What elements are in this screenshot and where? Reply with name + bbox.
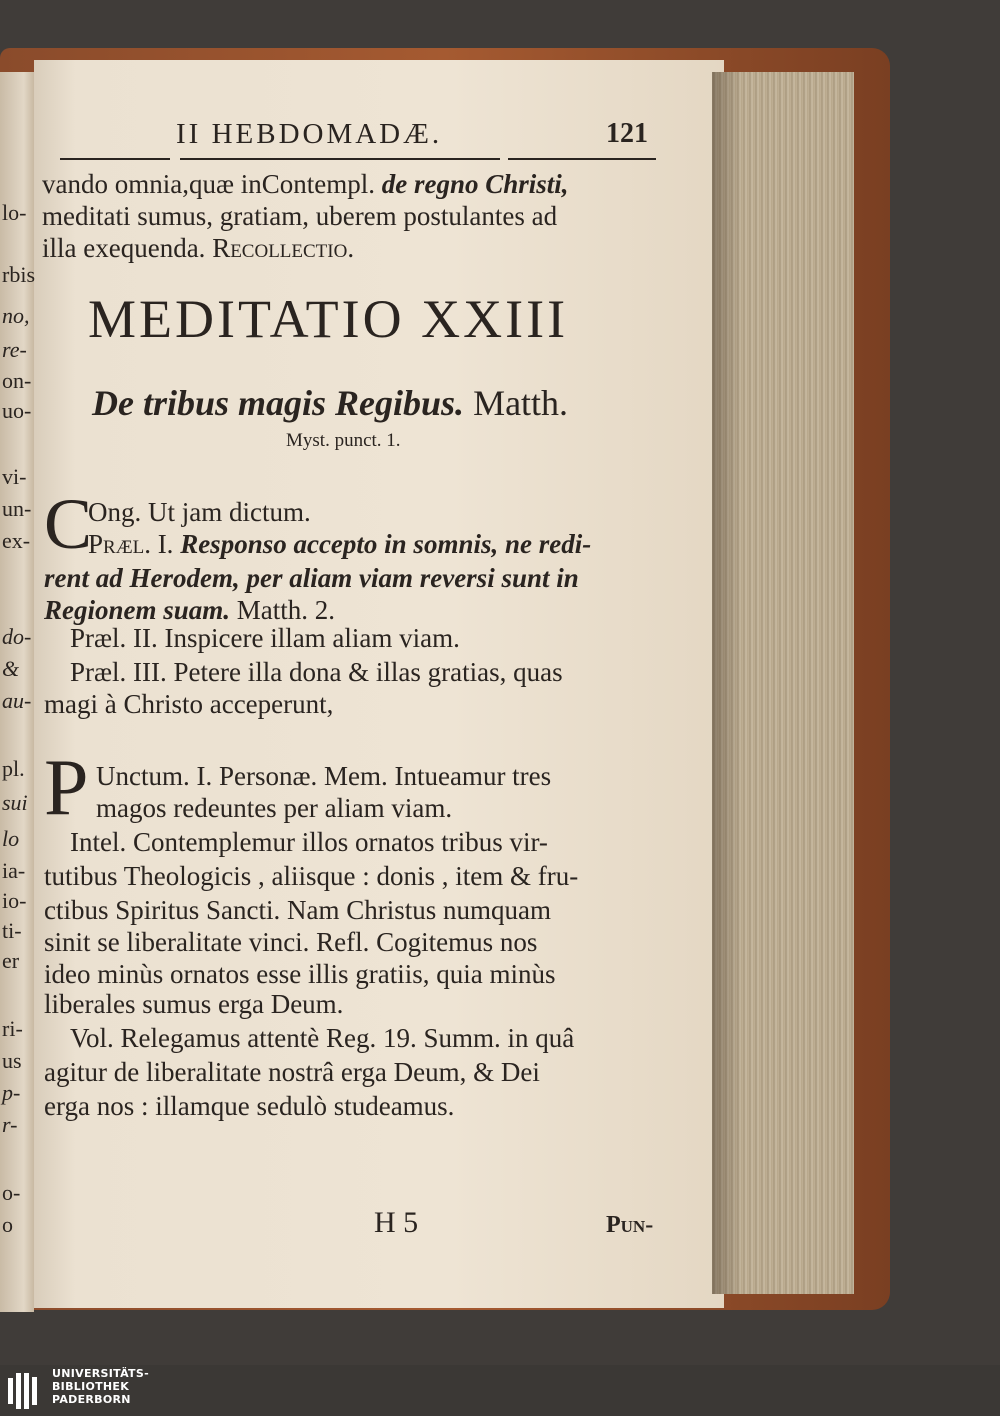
praeludium-line: Præl. II. Inspicere illam aliam viam.: [70, 623, 460, 653]
meditation-reference: Myst. punct. 1.: [286, 430, 401, 451]
margin-fragment: io-: [2, 888, 27, 913]
margin-fragment: ri-: [2, 1016, 23, 1041]
punctum-line: Vol. Relegamus attentè Reg. 19. Summ. in quâ: [70, 1023, 575, 1053]
drop-cap: P: [44, 744, 89, 832]
margin-fragment: ti-: [2, 918, 22, 943]
library-label-line: BIBLIOTHEK: [52, 1380, 130, 1393]
margin-fragment: un-: [2, 496, 32, 521]
margin-fragment: ia-: [2, 858, 26, 883]
punctum-line: ctibus Spiritus Sancti. Nam Christus numquam: [44, 895, 551, 925]
margin-fragment: re-: [2, 337, 27, 362]
punctum-line: Intel. Contemplemur illos ornatos tribus vir-: [70, 827, 548, 857]
praeludium-line: Præl. III. Petere illa dona & illas gratias, quas: [70, 657, 563, 687]
margin-fragment: &: [2, 656, 20, 681]
intro-line: meditati sumus, gratiam, uberem postulantes ad: [42, 201, 558, 231]
meditation-subtitle: De tribus magis Regibus. Matth.: [92, 383, 569, 423]
punctum-line: Unctum. I. Personæ. Mem. Intueamur tres: [96, 761, 552, 791]
praeludium-line: rent ad Herodem, per aliam viam reversi sunt in: [44, 563, 579, 593]
punctum-line: tutibus Theologicis , aliisque : donis , item & fru-: [44, 861, 579, 891]
header-rule: [60, 158, 170, 160]
drop-cap: C: [44, 484, 93, 564]
punctum-line: agitur de liberalitate nostrâ erga Deum, & Dei: [44, 1057, 540, 1087]
margin-fragment: rbis: [2, 262, 35, 287]
punctum-line: liberales sumus erga Deum.: [44, 989, 344, 1019]
library-footer-bar: [0, 1365, 1000, 1416]
margin-fragment: ex-: [2, 528, 31, 553]
margin-fragment: r-: [2, 1112, 18, 1137]
margin-fragment: au-: [2, 688, 32, 713]
praeludium-line: Ong. Ut jam dictum.: [88, 497, 311, 527]
praeludium-line: Præl. I. Responso accepto in somnis, ne redi-: [88, 529, 592, 559]
margin-fragment: sui: [2, 790, 28, 815]
punctum-line: erga nos : illamque sedulò studeamus.: [44, 1091, 455, 1121]
running-title: II HEBDOMADÆ.: [176, 118, 443, 150]
library-label-line: UNIVERSITÄTS-: [52, 1367, 149, 1380]
margin-fragment: vi-: [2, 464, 27, 489]
margin-fragment: uo-: [2, 398, 32, 423]
margin-fragment: us: [2, 1048, 22, 1073]
margin-fragment: o-: [2, 1180, 21, 1205]
margin-fragment: no,: [2, 303, 30, 328]
punctum-line: magos redeuntes per aliam viam.: [96, 793, 453, 823]
margin-fragment: do-: [2, 624, 32, 649]
meditation-title: MEDITATIO XXIII: [88, 289, 569, 349]
margin-fragment: p-: [2, 1080, 21, 1105]
punctum-line: ideo minùs ornatos esse illis gratiis, quia minùs: [44, 959, 556, 989]
margin-fragment: pl.: [2, 756, 25, 781]
margin-fragment: on-: [2, 368, 32, 393]
margin-fragment: er: [2, 948, 20, 973]
library-label-line: PADERBORN: [52, 1393, 131, 1406]
signature-mark: H 5: [374, 1206, 419, 1239]
margin-fragment: lo: [2, 826, 20, 851]
praeludium-line: Regionem suam. Matth. 2.: [44, 595, 336, 625]
intro-line: illa exequenda. Recollectio.: [42, 233, 355, 263]
margin-fragment: lo-: [2, 200, 27, 225]
intro-line: vando omnia,quæ inContempl. de regno Christi,: [42, 169, 569, 199]
punctum-line: sinit se liberalitate vinci. Refl. Cogitemus nos: [44, 927, 538, 957]
praeludium-line: magi à Christo acceperunt,: [44, 689, 334, 719]
page-number: 121: [606, 118, 648, 149]
margin-fragment: o: [2, 1212, 13, 1237]
library-logo-icon: [8, 1373, 46, 1409]
catchword: Pun-: [606, 1212, 654, 1238]
